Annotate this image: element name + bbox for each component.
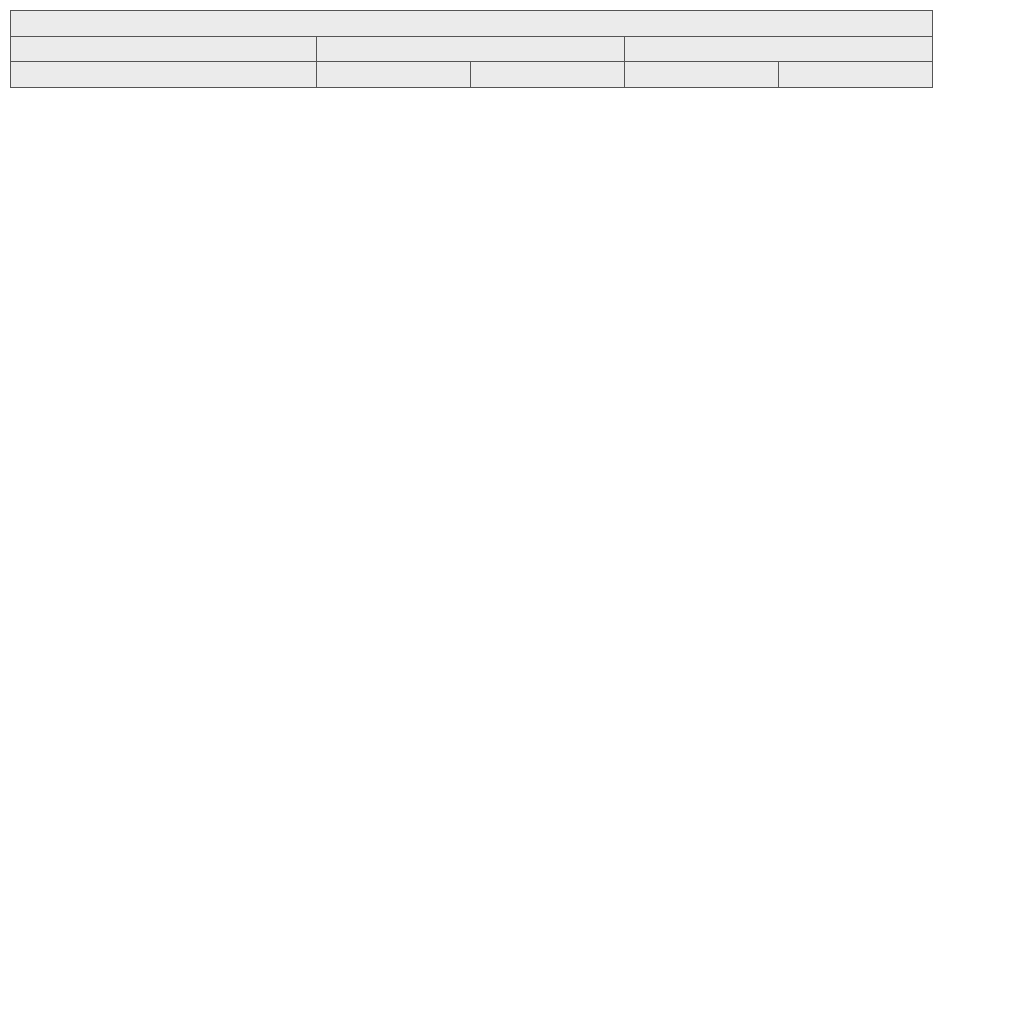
table-title [11,11,933,37]
date-range [11,36,317,62]
mode-header [471,62,625,88]
radar-site-info-header [11,62,317,88]
mode-header [317,62,471,88]
colorbar-gradient [952,32,963,397]
average-group-header [317,36,625,62]
stats-table [10,10,933,113]
stddev-group-header [625,36,933,62]
colorbar [940,20,1010,400]
mode-header [625,62,779,88]
mode-header [779,62,933,88]
